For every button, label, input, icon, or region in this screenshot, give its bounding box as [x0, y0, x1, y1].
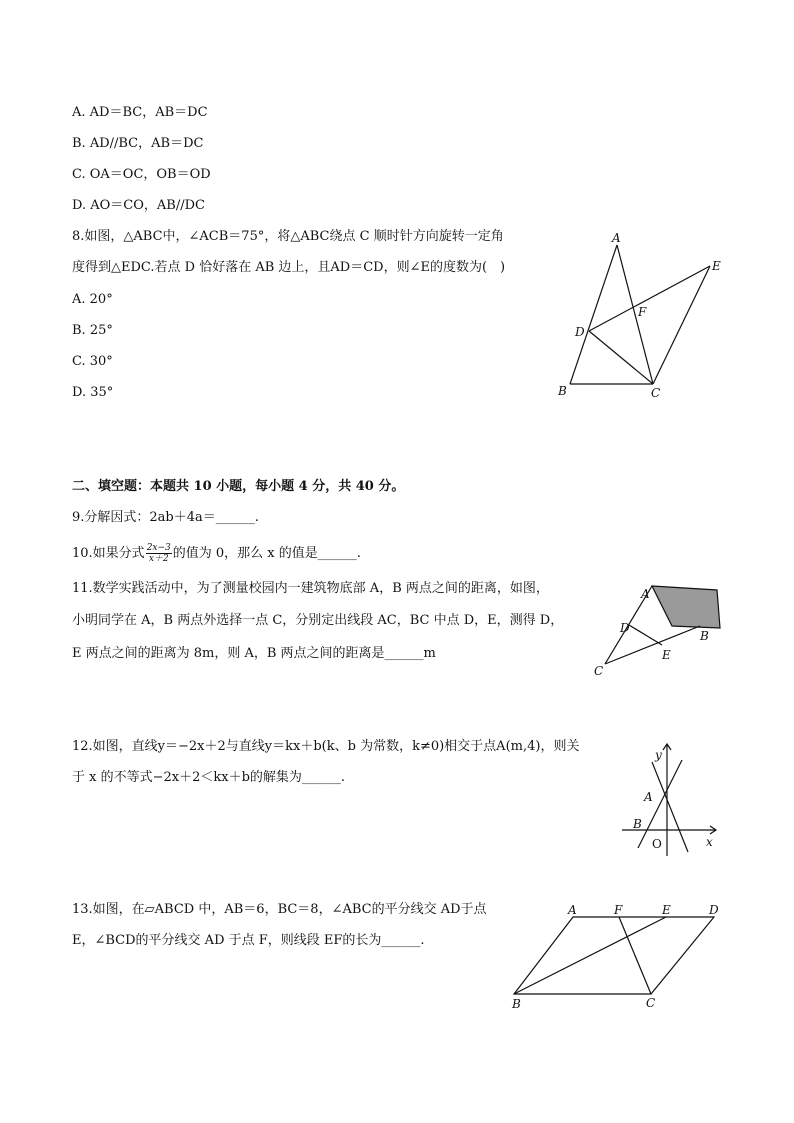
q9-text: 9.分解因式：2ab＋4a＝______. [72, 510, 259, 525]
q11-line3: E 两点之间的距离为 8m，则 A，B 两点之间的距离是______m [72, 646, 436, 661]
q8-stem-line1: 8.如图，△ABC中，∠ACB＝75°，将△ABC绕点 C 顺时针方向旋转一定角 [72, 229, 504, 244]
q8-label-b: B [558, 384, 567, 398]
q8-label-e: E [712, 259, 721, 273]
q13-label-d: D [709, 903, 719, 917]
q10-prefix: 10.如果分式 [72, 546, 145, 561]
q13-line1: 13.如图，在▱ABCD 中，AB＝6，BC＝8，∠ABC的平分线交 AD于点 [72, 902, 487, 917]
q12-label-b: B [633, 817, 642, 831]
q12-line2: 于 x 的不等式−2x＋2＜kx＋b的解集为______. [72, 770, 346, 785]
q8-option-c: C. 30° [72, 354, 113, 369]
q11-line2: 小明同学在 A，B 两点外选择一点 C，分别定出线段 AC，BC 中点 D，E，测得 D， [72, 613, 564, 628]
q13-line2: E，∠BCD的平分线交 AD 于点 F，则线段 EF的长为______. [72, 933, 425, 948]
q11-label-e: E [662, 648, 671, 662]
q10-numerator: 2x−3 [146, 543, 171, 553]
q11-line1: 11.数学实践活动中，为了测量校园内一建筑物底部 A，B 两点之间的距离，如图， [72, 581, 549, 596]
q12-label-y: y [655, 748, 662, 762]
q11-label-a: A [641, 587, 650, 601]
q8-option-b: B. 25° [72, 323, 113, 338]
section-2-heading: 二、填空题：本题共 10 小题，每小题 4 分，共 40 分。 [72, 479, 405, 494]
q12-label-o: O [652, 837, 662, 851]
q8-label-c: C [651, 386, 661, 400]
prev-option-d: D. AO＝CO，AB//DC [72, 198, 205, 213]
q8-option-a: A. 20° [72, 292, 113, 307]
q12-line1: 12.如图，直线y＝−2x＋2与直线y＝kx＋b(k、b 为常数，k≠0)相交于点A(m,4)，则关 [72, 739, 580, 754]
prev-option-b: B. AD//BC，AB＝DC [72, 136, 204, 151]
q11-label-d: D [620, 621, 630, 635]
prev-option-a: A. AD＝BC，AB＝DC [72, 105, 208, 120]
q13-label-a: A [568, 903, 577, 917]
q11-label-b: B [700, 629, 709, 643]
q8-stem-line2: 度得到△EDC.若点 D 恰好落在 AB 边上，且AD＝CD，则∠E的度数为( ) [72, 260, 506, 275]
q12-label-a: A [644, 790, 653, 804]
q12-label-x: x [706, 835, 713, 849]
q8-option-d: D. 35° [72, 385, 114, 400]
q8-label-f: F [638, 305, 647, 319]
q13-label-e: E [662, 903, 671, 917]
q13-label-c: C [646, 996, 656, 1010]
q10-denominator: x＋2 [148, 554, 169, 564]
q8-label-a: A [612, 231, 621, 245]
q10-suffix: 的值为 0，那么 x 的值是______. [172, 546, 361, 561]
q8-label-d: D [575, 325, 585, 339]
q13-label-b: B [512, 997, 521, 1011]
q11-label-c: C [594, 664, 604, 678]
prev-option-c: C. OA＝OC，OB＝OD [72, 167, 211, 182]
q13-label-f: F [614, 903, 623, 917]
